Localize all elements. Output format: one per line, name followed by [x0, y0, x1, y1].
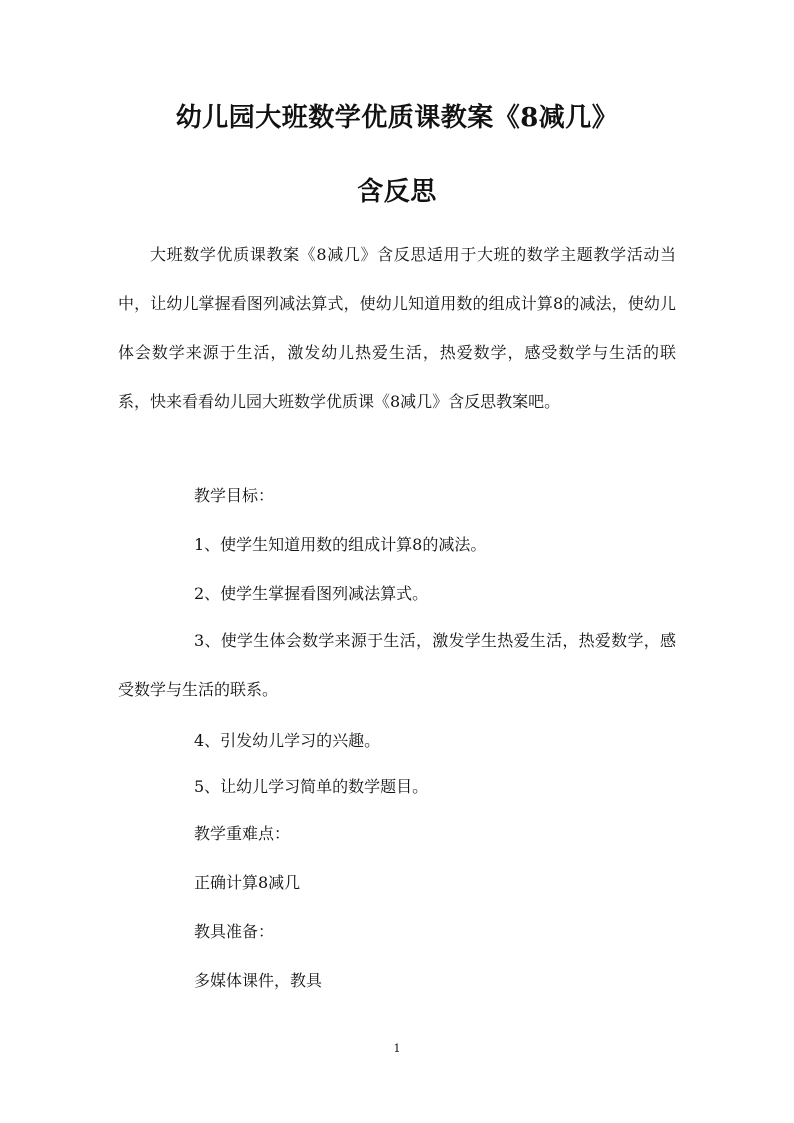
key-points-heading: 教学重难点： [194, 824, 291, 843]
document-title-line-2: 含反思 [357, 177, 437, 207]
intro-paragraph: 大班数学优质课教案《8减几》含反思适用于大班的数学主题教学活动当中，让幼儿掌握看图列减法算式，使幼儿知道用数的组成计算8的减法，使幼儿体会数学来源于生活，激发幼儿热爱生活，热爱数学，感受数学与生活的联系，快来看看幼儿园大班数学优质课《8减几》含反思教案吧。 [118, 245, 676, 411]
goal-item-3: 3、使学生体会数学来源于生活，激发学生热爱生活，热爱数学，感受数学与生活的联系。 [118, 631, 676, 699]
goal-item-2: 2、使学生掌握看图列减法算式。 [194, 584, 429, 603]
page-number: 1 [393, 1042, 401, 1055]
goal-item-5: 5、让幼儿学习简单的数学题目。 [194, 777, 429, 796]
materials-heading: 教具准备： [194, 922, 275, 941]
goals-heading: 教学目标： [194, 486, 275, 505]
goal-item-4: 4、引发幼儿学习的兴趣。 [194, 731, 381, 750]
key-points-text: 正确计算8减几 [194, 873, 301, 892]
materials-text: 多媒体课件，教具 [194, 971, 323, 990]
document-title-line-1: 幼儿园大班数学优质课教案《8减几》 [175, 103, 619, 133]
goal-item-1: 1、使学生知道用数的组成计算8的减法。 [194, 535, 487, 554]
